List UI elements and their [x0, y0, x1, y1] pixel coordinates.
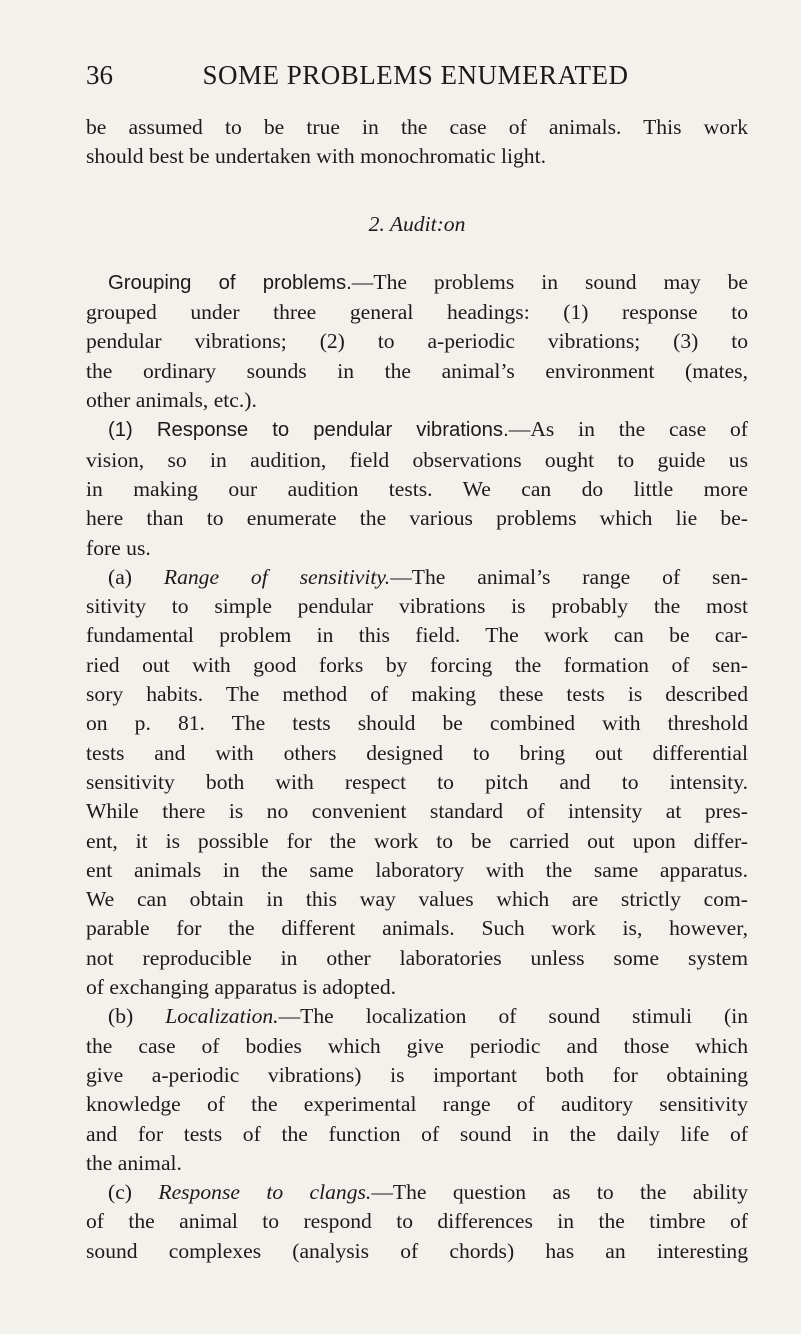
section-heading: [86, 210, 748, 239]
text-run: —As in the case of: [508, 417, 748, 442]
text-line: and for tests of the function of sound in the daily life of: [86, 1121, 748, 1146]
paragraph-grouping: [86, 268, 748, 415]
text-line: sitivity to simple pendular vibrations is probably the most: [86, 594, 748, 619]
text-line: [86, 415, 748, 445]
text-line: of the animal to respond to differences in the timbre of: [86, 1209, 748, 1234]
item-label: (a): [108, 564, 132, 589]
run-in-heading: Localization.: [165, 1004, 279, 1029]
text-line: [86, 268, 748, 298]
text-line: parable for the different animals. Such work is, however,: [86, 916, 748, 941]
text-line: sory habits. The method of making these tests is described: [86, 682, 748, 707]
paragraph-localization: [86, 1002, 748, 1178]
text-line: fundamental problem in this field. The work can be car-: [86, 623, 748, 648]
item-label: (c): [108, 1180, 132, 1205]
text-line: pendular vibrations; (2) to a-periodic vibrations; (3) to: [86, 329, 748, 354]
paragraph-clangs: [86, 1178, 748, 1266]
text-run: —The animal’s range of sen-: [390, 564, 748, 589]
paragraph-pendular: [86, 415, 748, 562]
text-line: the ordinary sounds in the animal’s environment (mates,: [86, 358, 748, 383]
run-in-heading: Response to clangs.: [158, 1180, 372, 1205]
text-line: not reproducible in other laboratories unless some system: [86, 945, 748, 970]
text-line: [86, 1002, 748, 1031]
text-line: other animals, etc.).: [86, 388, 257, 413]
text-line: ent, it is possible for the work to be carried out upon differ-: [86, 828, 748, 853]
text-run: —The problems in sound may be: [351, 269, 749, 294]
text-line: give a-periodic vibrations) is important both for obtaining: [86, 1062, 748, 1087]
text-line: tests and with others designed to bring out differential: [86, 740, 748, 765]
page-header: [86, 60, 745, 94]
run-in-heading: Range of sensitivity.: [163, 564, 391, 589]
running-head: SOME PROBLEMS ENUMERATED: [202, 60, 629, 90]
text-line: While there is no convenient standard of intensity at pres-: [86, 799, 748, 824]
body-text: [86, 113, 748, 1266]
text-line: should best be undertaken with monochromatic light.: [86, 144, 546, 169]
text-line: ent animals in the same laboratory with the same apparatus.: [86, 857, 748, 882]
text-line: [86, 1178, 748, 1207]
text-line: We can obtain in this way values which are strictly com-: [86, 887, 748, 912]
text-line: [86, 563, 748, 592]
text-line: ried out with good forks by forcing the formation of sen-: [86, 652, 748, 677]
text-line: of exchanging apparatus is adopted.: [86, 975, 397, 1000]
text-line: be assumed to be true in the case of animals. This work: [86, 115, 748, 139]
paragraph-range-of-sensitivity: [86, 563, 748, 1002]
section-title: Audit:on: [389, 211, 466, 236]
text-line: vision, so in audition, field observations ought to guide us: [86, 447, 748, 472]
run-in-heading: Grouping of problems.: [108, 271, 352, 294]
run-in-heading: (1) Response to pendular vibrations.: [108, 419, 509, 442]
text-line: the case of bodies which give periodic and those which: [86, 1033, 748, 1058]
text-line: in making our audition tests. We can do little more: [86, 476, 748, 501]
section-number: 2.: [368, 211, 385, 236]
text-run: —The localization of sound stimuli (in: [278, 1004, 748, 1029]
text-line: the animal.: [86, 1150, 182, 1175]
text-run: —The question as to the ability: [371, 1180, 748, 1205]
text-line: knowledge of the experimental range of auditory sensitivity: [86, 1092, 748, 1117]
text-line: grouped under three general headings: (1) response to: [86, 300, 748, 325]
paragraph-continuation: [86, 113, 748, 172]
text-line: here than to enumerate the various problems which lie be-: [86, 506, 748, 531]
text-line: on p. 81. The tests should be combined with threshold: [86, 711, 748, 736]
text-line: fore us.: [86, 535, 151, 560]
item-label: (b): [108, 1004, 134, 1029]
text-line: sensitivity both with respect to pitch and to intensity.: [86, 769, 748, 794]
page-number: 36: [86, 60, 113, 90]
text-line: sound complexes (analysis of chords) has an interesting: [86, 1238, 748, 1263]
